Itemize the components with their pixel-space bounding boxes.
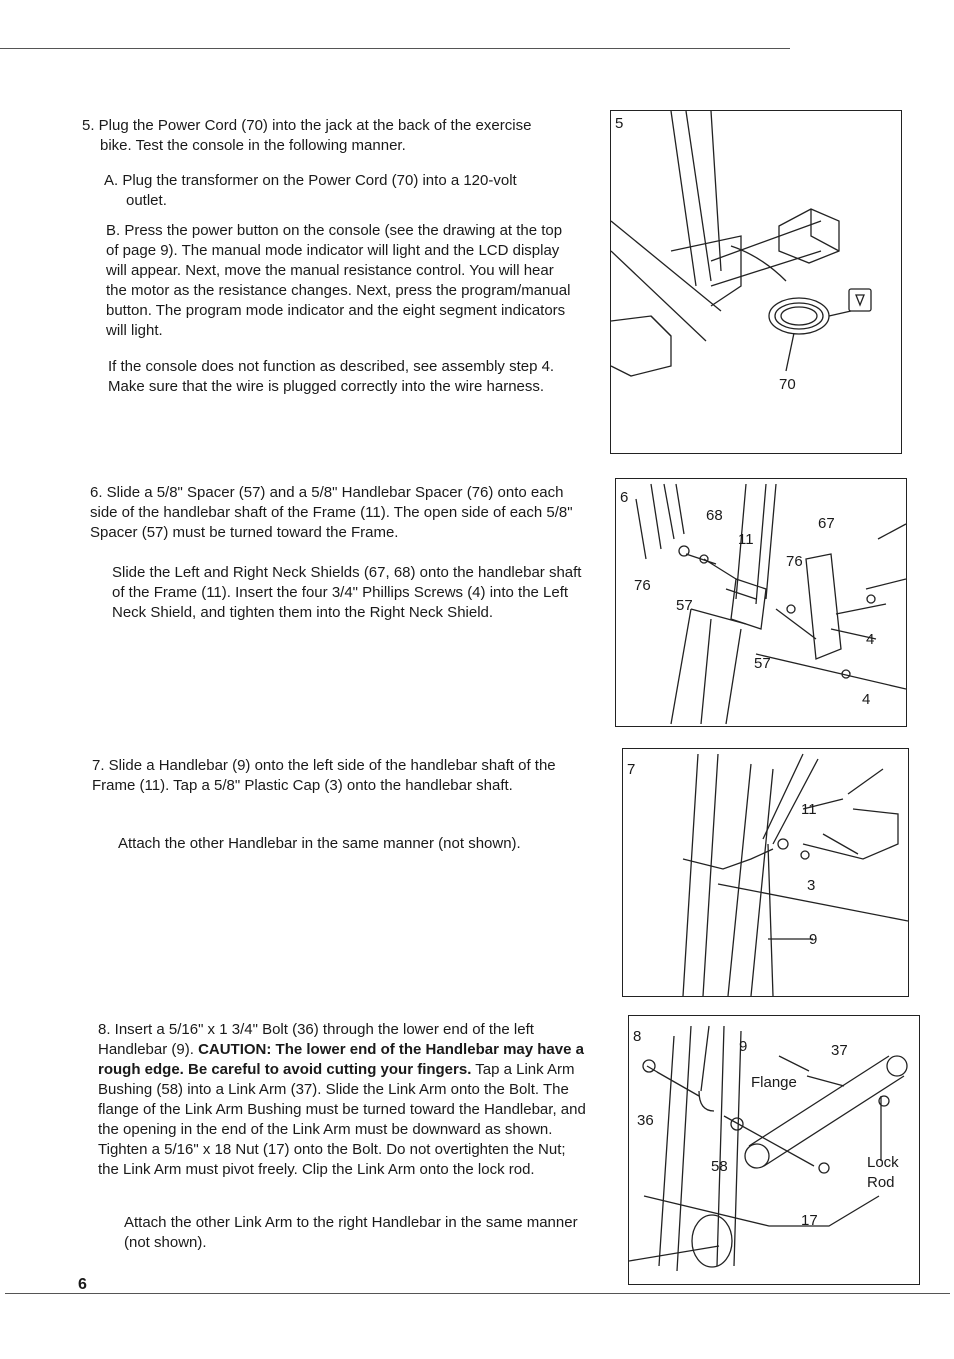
- callout-9: 9: [809, 931, 818, 948]
- step6-p2-text: Slide the Left and Right Neck Shields (67, 68) onto the handlebar shaft of the Frame (11). Insert the four 3/4" Phillips Screws (4) into the Left Neck Shield, and tighten them into the Right Neck Shield.: [112, 564, 582, 621]
- figure-7-number: 7: [627, 761, 636, 778]
- step5-heading: [82, 116, 592, 156]
- step7-p1: [92, 756, 582, 796]
- callout-4-upper: 4: [866, 631, 875, 648]
- step8-caution: CAUTION: The lower end of the Handlebar may have a rough edge. Be careful to avoid cutting your fingers.: [98, 1041, 584, 1078]
- step5-a-line1: A. Plug the transformer on the Power Cord (70) into a 120-volt: [104, 172, 517, 189]
- callout-rod: Rod: [867, 1174, 895, 1191]
- callout-76-left: 76: [634, 577, 651, 594]
- callout-11: 11: [738, 531, 754, 548]
- figure-6-number: 6: [620, 489, 629, 506]
- callout-76-right: 76: [786, 553, 803, 570]
- top-rule: [0, 48, 790, 49]
- figure-8: [628, 1015, 920, 1285]
- callout-68: 68: [706, 507, 723, 524]
- step8-p2-text: Attach the other Link Arm to the right Handlebar in the same manner (not shown).: [124, 1214, 578, 1251]
- figure-7-drawing: [623, 749, 908, 996]
- step8-p1: [98, 1020, 590, 1180]
- bottom-rule: [5, 1293, 950, 1294]
- figure-7: [622, 748, 909, 997]
- callout-9: 9: [739, 1038, 748, 1055]
- step8-p1-text: [98, 1020, 590, 1180]
- step6-p2: [112, 563, 587, 623]
- step5-b-text: B. Press the power button on the console (see the drawing at the top of page 9). The manual mode indicator will light and the LCD display will appear. Next, move the manual resistance control. You will hear the motor as the resistance changes. Next, press the program/manual button. The program mode indicator and the eight segment indicators will light.: [106, 222, 571, 339]
- figure-6: [615, 478, 907, 727]
- step5-a: [104, 171, 594, 211]
- callout-lock: Lock: [867, 1154, 899, 1171]
- step7-p2-text: Attach the other Handlebar in the same manner (not shown).: [118, 835, 521, 852]
- callout-11: 11: [801, 801, 817, 818]
- callout-17: 17: [801, 1212, 818, 1229]
- figure-5: [610, 110, 902, 454]
- step5-note-text: If the console does not function as described, see assembly step 4. Make sure that the wire is plugged correctly into the wire harness.: [108, 358, 555, 395]
- step5-heading-line2: bike. Test the console in the following manner.: [100, 137, 406, 154]
- step8-p1-end: Tap a Link Arm Bushing (58) into a Link Arm (37). Slide the Link Arm onto the Bolt. The flange of the Link Arm Bushing must be turned toward the Handlebar, and the opening in the end of the Link Arm must be downward as shown. Tighten a 5/16" x 18 Nut (17) onto the Bolt. Do not overtighten the Nut; the Link Arm must pivot freely. Clip the Link Arm onto the lock rod.: [98, 1061, 586, 1178]
- callout-4-lower: 4: [862, 691, 871, 708]
- step5-heading-line1: 5. Plug the Power Cord (70) into the jack at the back of the exercise: [82, 117, 532, 134]
- callout-57-right: 57: [754, 655, 771, 672]
- step5-note: [108, 357, 578, 397]
- step5-a-line2: outlet.: [126, 192, 167, 209]
- callout-70: 70: [779, 376, 796, 393]
- figure-5-drawing: [611, 111, 901, 453]
- step8-p2: [124, 1213, 584, 1253]
- figure-8-number: 8: [633, 1028, 642, 1045]
- step8-p1-start: 8. Insert a 5/16" x 1 3/4" Bolt (36) through the lower end of the left Handlebar (9).: [98, 1021, 534, 1058]
- callout-57-left: 57: [676, 597, 693, 614]
- callout-flange: Flange: [751, 1074, 797, 1091]
- figure-8-drawing: [629, 1016, 919, 1284]
- step5-b: [106, 221, 576, 341]
- callout-37: 37: [831, 1042, 848, 1059]
- figure-6-drawing: [616, 479, 906, 726]
- step7-p2: [118, 834, 588, 854]
- callout-58: 58: [711, 1158, 728, 1175]
- callout-67: 67: [818, 515, 835, 532]
- step7-p1-text: 7. Slide a Handlebar (9) onto the left side of the handlebar shaft of the Frame (11). Tap a 5/8" Plastic Cap (3) onto the handlebar shaft.: [92, 757, 556, 794]
- callout-3: 3: [807, 877, 816, 894]
- figure-5-number: 5: [615, 115, 624, 132]
- step6-p1-text: 6. Slide a 5/8" Spacer (57) and a 5/8" Handlebar Spacer (76) onto each side of the handlebar shaft of the Frame (11). The open side of each 5/8" Spacer (57) must be turned toward the Frame.: [90, 484, 573, 541]
- page-number: 6: [78, 1276, 87, 1293]
- callout-36: 36: [637, 1112, 654, 1129]
- step6-p1: [90, 483, 580, 543]
